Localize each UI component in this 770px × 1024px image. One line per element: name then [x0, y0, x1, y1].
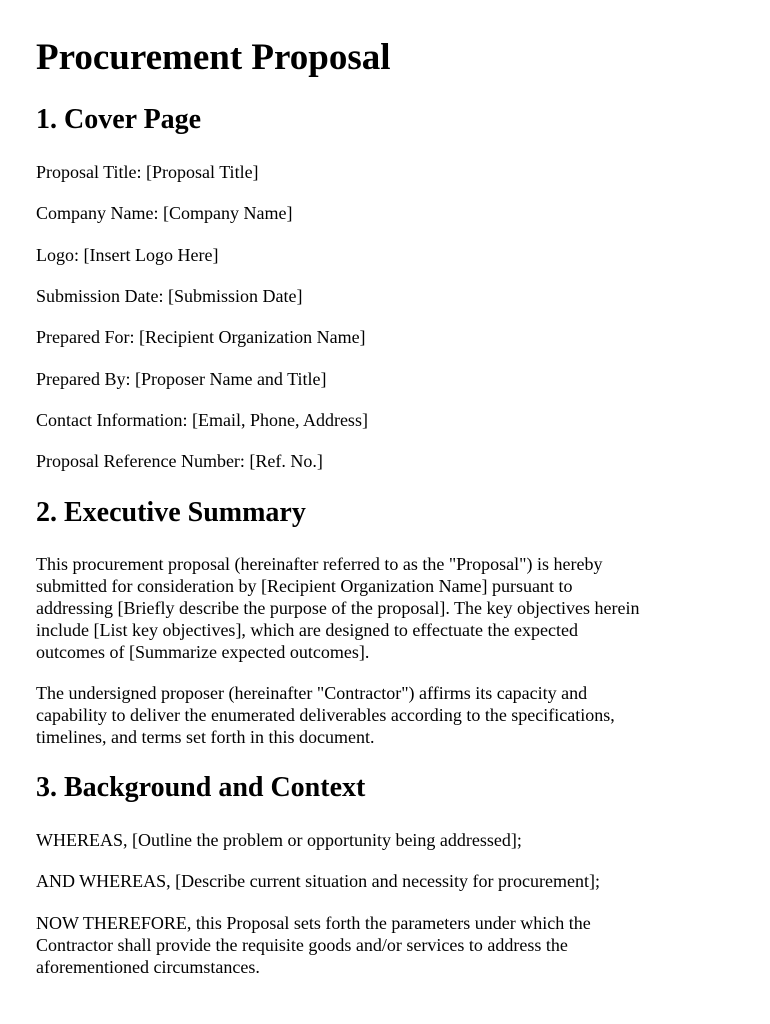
executive-summary-paragraph-2: [36, 682, 736, 748]
background-paragraph-whereas: [36, 829, 736, 851]
paragraph-line: submitted for consideration by [Recipient Organization Name] pursuant to: [36, 576, 573, 596]
paragraph-line: outcomes of [Summarize expected outcomes].: [36, 642, 370, 662]
section-heading-executive-summary: 2. Executive Summary: [36, 497, 306, 528]
paragraph-line: addressing [Briefly describe the purpose of the proposal]. The key objectives herein: [36, 598, 640, 618]
document-title: Procurement Proposal: [36, 37, 391, 78]
cover-field-prepared-for: Prepared For: [Recipient Organization Name]: [36, 327, 366, 347]
paragraph-line: AND WHEREAS, [Describe current situation and necessity for procurement];: [36, 871, 601, 891]
paragraph-line: WHEREAS, [Outline the problem or opportunity being addressed];: [36, 830, 522, 850]
background-paragraph-now-therefore: [36, 912, 736, 978]
paragraph-line: include [List key objectives], which are designed to effectuate the expected: [36, 620, 578, 640]
cover-field-prepared-by: Prepared By: [Proposer Name and Title]: [36, 369, 327, 389]
cover-field-contact-information: Contact Information: [Email, Phone, Address]: [36, 410, 368, 430]
cover-field-reference-number: Proposal Reference Number: [Ref. No.]: [36, 451, 323, 471]
cover-field-logo: Logo: [Insert Logo Here]: [36, 245, 219, 265]
paragraph-line: Contractor shall provide the requisite goods and/or services to address the: [36, 935, 568, 955]
cover-field-submission-date: Submission Date: [Submission Date]: [36, 286, 303, 306]
section-heading-cover-page: 1. Cover Page: [36, 104, 202, 135]
section-heading-background-context: 3. Background and Context: [36, 772, 366, 803]
paragraph-line: aforementioned circumstances.: [36, 957, 260, 977]
paragraph-line: The undersigned proposer (hereinafter "Contractor") affirms its capacity and: [36, 683, 588, 703]
paragraph-line: timelines, and terms set forth in this document.: [36, 727, 375, 747]
background-paragraph-and-whereas: [36, 870, 736, 892]
cover-field-proposal-title: Proposal Title: [Proposal Title]: [36, 162, 259, 182]
executive-summary-paragraph-1: [36, 553, 736, 663]
paragraph-line: This procurement proposal (hereinafter referred to as the "Proposal") is hereby: [36, 554, 603, 574]
paragraph-line: NOW THEREFORE, this Proposal sets forth the parameters under which the: [36, 913, 591, 933]
paragraph-line: capability to deliver the enumerated deliverables according to the specifications,: [36, 705, 615, 725]
cover-field-company-name: Company Name: [Company Name]: [36, 203, 293, 223]
